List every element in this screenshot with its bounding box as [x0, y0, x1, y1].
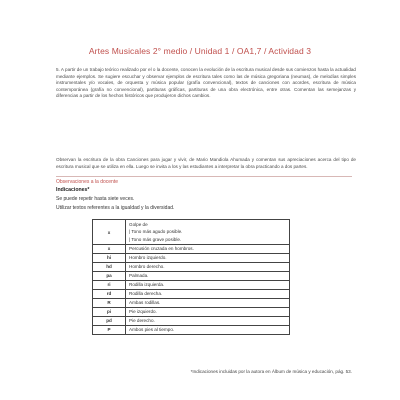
footnote: *Indicaciones incluidas por la autora en Álbum de música y educación, pág. 53.: [190, 369, 352, 374]
intro-paragraph: [56, 67, 356, 100]
symbol-row: [93, 220, 290, 245]
notes-subheading: Indicaciones*: [56, 187, 90, 193]
notes-line-2: Utilizar textos referentes a la igualdad y la diversidad.: [56, 205, 175, 211]
symbol-description-cell: [126, 290, 290, 299]
symbol-description-line: Percusión cruzada en hombros.: [129, 246, 194, 252]
symbol-description-cell: [126, 220, 290, 245]
document-title: Artes Musicales 2° medio / Unidad 1 / OA1,7 / Actividad 3: [88, 46, 312, 56]
symbol-cell: R: [93, 299, 126, 308]
symbol-description-line: Hombro izquierdo.: [129, 255, 167, 261]
symbol-description-cell: [126, 326, 290, 335]
symbol-description-line: Rodilla izquierda.: [129, 282, 165, 288]
symbol-description-cell: [126, 308, 290, 317]
symbol-description-line: Ambas rodillas.: [129, 300, 161, 306]
symbol-cell: pa: [93, 272, 126, 281]
symbol-row: [93, 299, 290, 308]
symbol-description-line: Golpe de: [129, 221, 148, 227]
intro-text: A partir de un trabajo teórico realizado por el o la docente, conocen la evolución de la escritura musical desde sus comienzos hasta la actualidad mediante ejemplos. Se sugiere escuchar y observar ejemplos de escritura tales como las de música gregoriana (neumas), de melodías simples instrumentales y/o vocales, de orquesta y música popular (grafía convencional), textos de canciones con acordes, escritura de música contemporánea (grafía no convencional), partituras gráficas, partituras de una obra electrónica, entre otras. Comentan las semejanzas y diferencias a partir de los hechos históricos que produjeron dichos cambios.: [56, 67, 356, 99]
symbol-description-line: Pie izquierdo.: [129, 309, 157, 315]
symbols-table: [92, 219, 290, 335]
listening-paragraph: Observan la escritura de la obra Canciones para jugar y vivir, de Mario Mandiola Ahumada y comentan sus apreciaciones acerca del tipo de escritura musical que se utiliza en ella. Luego se invita a los y las estudiantes a interpretar la obra practicando a dos partes.: [56, 157, 356, 169]
symbol-cell: x: [93, 220, 126, 245]
symbol-description-line: Hombro derecho.: [129, 264, 165, 270]
symbol-cell: ri: [93, 281, 126, 290]
symbol-row: [93, 281, 290, 290]
teacher-notes-box: [56, 176, 352, 374]
symbol-row: [93, 254, 290, 263]
symbol-description-line: Pie derecho.: [129, 318, 155, 324]
symbol-description-line: | Tono más grave posible.: [129, 236, 182, 242]
symbol-description-cell: [126, 254, 290, 263]
item-number: 5.: [56, 67, 60, 72]
symbol-description-cell: [126, 299, 290, 308]
symbol-cell: hi: [93, 254, 126, 263]
symbol-description-cell: [126, 263, 290, 272]
symbol-cell: x: [93, 245, 126, 254]
symbol-cell: pd: [93, 317, 126, 326]
symbol-description-cell: [126, 317, 290, 326]
symbol-description-cell: [126, 281, 290, 290]
symbol-row: [93, 317, 290, 326]
symbol-cell: P: [93, 326, 126, 335]
symbol-row: [93, 308, 290, 317]
symbol-description-line: Ambos pies al tiempo.: [129, 327, 175, 333]
symbol-description-line: Rodilla derecha.: [129, 291, 163, 297]
symbol-description-line: | Tono más agudo posible.: [129, 229, 183, 235]
symbol-row: [93, 326, 290, 335]
symbol-row: [93, 245, 290, 254]
notes-heading: Observaciones a la docente: [56, 179, 118, 185]
symbol-row: [93, 290, 290, 299]
symbol-row: [93, 263, 290, 272]
symbol-description-cell: [126, 272, 290, 281]
symbol-cell: hd: [93, 263, 126, 272]
symbol-cell: pi: [93, 308, 126, 317]
symbol-description-line: Palmada.: [129, 273, 149, 279]
notes-line-1: Se puede repetir hasta siete veces.: [56, 196, 135, 202]
symbol-cell: rd: [93, 290, 126, 299]
symbol-row: [93, 272, 290, 281]
symbol-description-cell: [126, 245, 290, 254]
